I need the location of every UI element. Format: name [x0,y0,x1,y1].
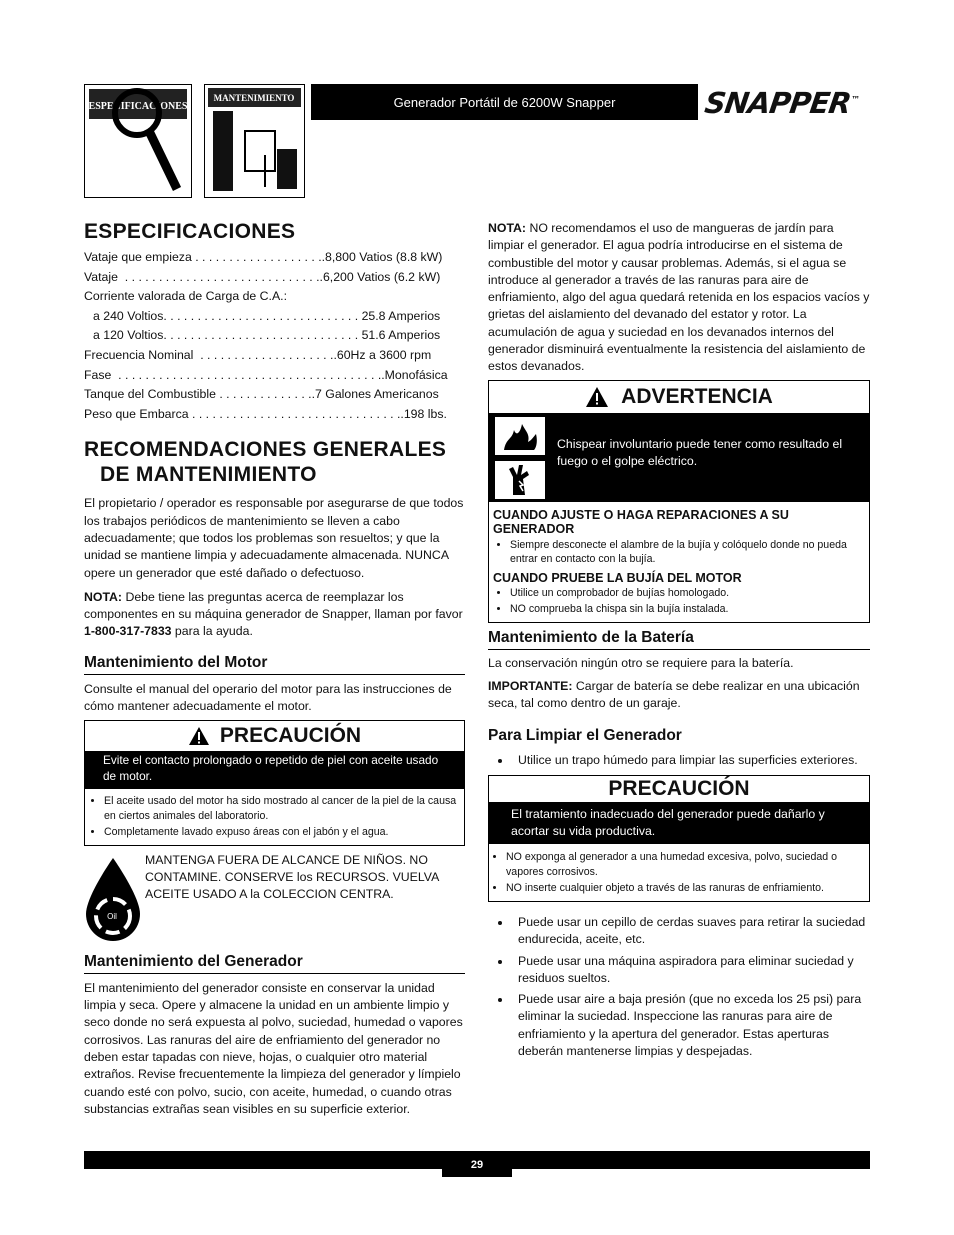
left-column [84,220,465,1118]
precaution-title-1: PRECAUCIÓN [85,721,464,751]
precaution-title-2: PRECAUCIÓN [608,776,750,800]
precaution-box-2 [488,775,870,902]
precaution-black-1: Evite el contacto prolongado o repetido de piel con aceite usado de motor. [85,751,464,789]
specs-icon-label: ESPECIFICACIONES [88,101,188,112]
list-item: • Siempre desconecte el alambre de la bujía y colóquelo donde no pueda entrar en contacto con la bujía. [510,537,865,568]
recs-paragraph: El propietario / operador es responsable por asegurarse de que todos los trabajos periódicos de mantenimiento se lleven a cabo adecuadamente; que todos los problemas son resueltos; y que la unidad se mantiene limpia y adecuadamente almacenada. NUNCA opere un generador que esté dañado o defectuoso. [84,496,464,580]
list-item: • El aceite usado del motor ha sido mostrado al cancer de la piel de la causa en ciertos animales del laboratorio. [104,793,458,824]
recs-heading: RECOMENDACIONES GENERALES DE MANTENIMIENTO [84,438,447,487]
motor-text: Consulte el manual del operario del motor para las instrucciones de cómo mantener adecuadamente el motor. [84,681,452,714]
specs-icon [84,84,192,198]
list-item: • NO exponga al generador a una humedad excesiva, polvo, suciedad o vapores corrosivos. [506,849,865,880]
spec-row: Fase . . . . . . . . . . . . . . . . . . . . . . . . . . . . . . . . . . . . . . ..Monofásica [84,367,448,382]
battery-heading: Mantenimiento de la Batería [488,629,870,650]
battery-important: IMPORTANTE: Cargar de batería se debe realizar en una ubicación seca, tal como dentro de un garaje. [488,678,860,711]
warning-black [489,414,869,502]
spec-row: Frecuencia Nominal . . . . . . . . . . . . . . . . . . . ..60Hz a 3600 rpm [84,347,432,362]
bottom-bullets [488,914,870,1060]
right-note: NOTA: NO recomendamos el uso de mangueras de jardín para limpiar el generador. El agua podría introducirse en el sistema de combustible del motor y causar problemas. Además, si el agua se introduce al generador a través de las ranuras para aire de enfriamiento, algo del agua quedará retenida en los espacios vacíos y grietas del aislamiento del devanado del estator y rotor. La acumulación de agua y suciedad en los devanados internos del generador disminuirá eventualmente la resistencia del aislamiento de estos devanados. [488,221,870,374]
clean-list [488,752,870,769]
page-number: 29 [442,1151,512,1177]
warning-subheading-1: CUANDO AJUSTE O HAGA REPARACIONES A SU GENERADOR [493,507,789,536]
list-item: • NO comprueba la chispa sin la bujía instalada. [510,601,865,618]
precaution-list-1 [85,789,464,845]
list-item: • Completamente lavado expuso áreas con el jabón y el agua. [104,824,458,841]
oil-section [84,852,465,944]
spec-row: a 120 Voltios. . . . . . . . . . . . . . . . . . . . . . . . . . . . . 51.6 Amperios [93,328,441,343]
header-title-bar [311,84,698,120]
warning-triangle-icon [585,386,609,408]
svg-text:Oil: Oil [107,911,117,921]
warning-details [489,502,869,622]
precaution-black-2: El tratamiento inadecuado del generador puede dañarlo y acortar su vida productiva. [489,802,869,845]
generator-text: El mantenimiento del generador consiste en conservar la unidad limpia y seca. Opere y almacene la unidad en un ambiente limpio y seco donde no será expuesta al polvo, suciedad, humedad o vapores corrosivos. Las ranuras del aire de enfriamiento del generador no deben estar tapadas con nieve, hojas, o cualquier otro material extraños. Revise frecuentemente la limpieza del generador y límpielo cuando esté con polvo, sucio, con aceite, humedad, o cuando otras substancias extrañas sean visibles en su superficie exterior. [84,980,463,1116]
right-column [488,220,870,1064]
snapper-logo: SNAPPER™ [702,86,860,120]
warning-icons [489,414,551,502]
motor-heading: Mantenimiento del Motor [84,654,465,675]
spec-row: a 240 Voltios. . . . . . . . . . . . . . . . . . . . . . . . . . . . . 25.8 Amperios [93,308,441,323]
precaution-list-2 [489,844,869,901]
warning-list-2 [493,585,865,618]
warning-title: ADVERTENCIA [489,381,869,414]
list-item: • Puede usar una máquina aspiradora para eliminar suciedad y residuos sueltos. [512,953,870,988]
warning-subheading-2: CUANDO PRUEBE LA BUJÍA DEL MOTOR [493,570,742,585]
precaution-box-1 [84,720,465,846]
clean-heading: Para Limpiar el Generador [488,726,682,744]
specs-list [84,248,465,424]
maintenance-icon-label: MANTENIMIENTO [213,93,295,103]
list-item: • NO inserte cualquier objeto a través de las ranuras de enfriamiento. [506,880,865,897]
list-item: • Puede usar un cepillo de cerdas suaves para retirar la suciedad endurecida, aceite, etc. [512,914,870,949]
list-item: • Utilice un trapo húmedo para limpiar las superficies exteriores. [512,752,870,769]
warning-box [488,380,870,623]
spec-row: Corriente valorada de Carga de C.A.: [84,289,288,304]
maintenance-icon [204,84,305,198]
warning-triangle-icon [188,726,210,746]
list-item: • Utilice un comprobador de bujías homologado. [510,585,865,602]
specs-heading: ESPECIFICACIONES [84,220,296,243]
spec-row: Vataje . . . . . . . . . . . . . . . . . . . . . . . . . . . . ..6,200 Vatios (6.2 kW) [84,269,441,284]
spec-row: Tanque del Combustible . . . . . . . . . . . . . ..7 Galones Americanos [84,387,439,402]
oil-text: MANTENGA FUERA DE ALCANCE DE NIÑOS. NO CONTAMINE. CONSERVE los RECURSOS. VUELVA ACEITE USADO A la COLECCION CENTRA. [145,852,439,902]
shock-icon [495,461,545,499]
spec-row: Peso que Embarca . . . . . . . . . . . . . . . . . . . . . . . . . . . . . . ..198 lbs. [84,406,447,421]
warning-list-1 [493,537,865,568]
spec-row: Vataje que empieza . . . . . . . . . . . . . . . . . . ..8,800 Vatios (8.8 kW) [84,250,443,264]
generator-heading: Mantenimiento del Generador [84,953,465,974]
fire-icon [495,417,545,455]
list-item: • Puede usar aire a baja presión (que no exceda los 25 psi) para eliminar la suciedad. Inspeccione las ranuras para aire de enfriamiento y la apertura del generador. Estas aperturas deberán mantenerse limpias y despejadas. [512,991,870,1060]
warning-black-text: Chispear involuntario puede tener como resultado el fuego o el golpe eléctrico. [557,436,843,468]
header-title: Generador Portátil de 6200W Snapper [393,94,616,110]
battery-text: La conservación ningún otro se requiere para la batería. [488,655,794,670]
oil-recycle-icon [84,856,142,942]
recs-note: NOTA: Debe tiene las preguntas acerca de reemplazar los componentes en su máquina generador de Snapper, llaman por favor 1-800-317-7833 para la ayuda. [84,589,463,639]
